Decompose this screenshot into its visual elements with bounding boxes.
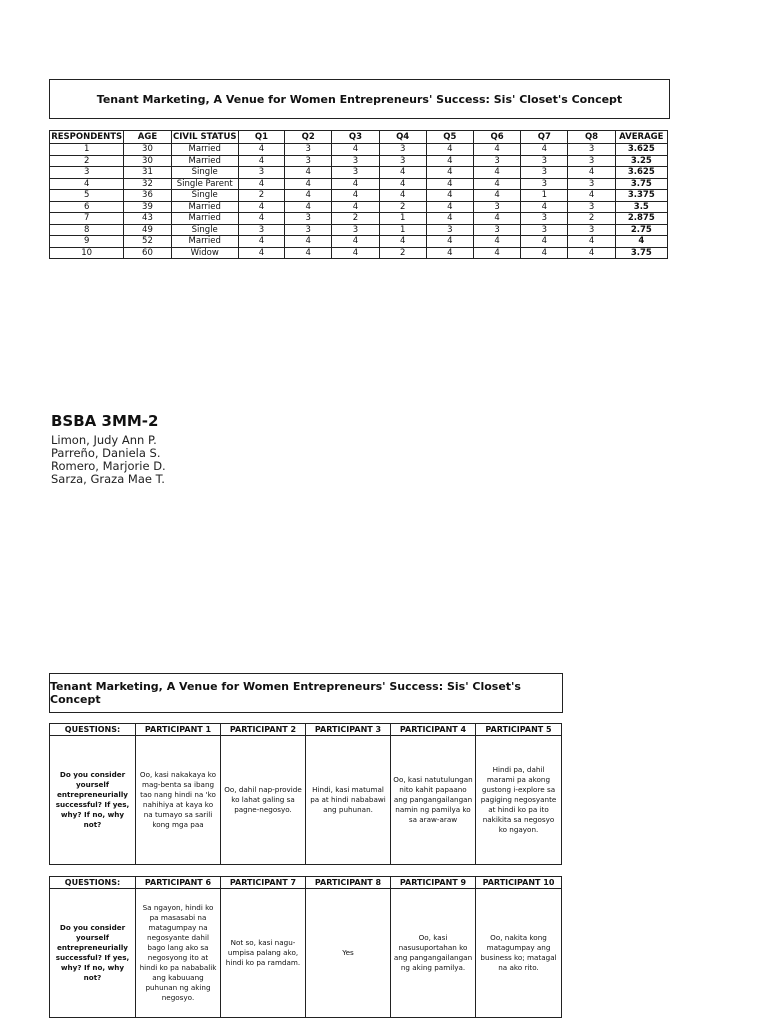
- table-cell: 4: [285, 236, 332, 248]
- table-cell: 4: [473, 144, 520, 156]
- column-header: Q8: [568, 131, 615, 144]
- table-cell: Single Parent: [171, 178, 238, 190]
- answer-cell: Hindi pa, dahil marami pa akong gustong i-explore sa pagiging negosyante at hindi ko pa ito nakikita sa negosyo ko ngayon.: [476, 736, 562, 865]
- table-cell: 4: [473, 247, 520, 259]
- table-cell: 4: [332, 201, 379, 213]
- answer-row: [50, 889, 562, 1018]
- table-cell: 4: [50, 178, 124, 190]
- table-cell: 4: [521, 247, 568, 259]
- table-row: [50, 167, 668, 179]
- table-row: [50, 155, 668, 167]
- member-name: Limon, Judy Ann P.: [51, 433, 157, 447]
- table-cell: 4: [473, 178, 520, 190]
- table-cell: 4: [379, 167, 426, 179]
- table-cell: 4: [285, 201, 332, 213]
- table-cell: 4: [332, 190, 379, 202]
- interview-header-row: [50, 724, 562, 736]
- participant-header: PARTICIPANT 10: [476, 877, 562, 889]
- participant-header: PARTICIPANT 9: [391, 877, 476, 889]
- table-cell: 3: [238, 224, 284, 236]
- table-row: [50, 178, 668, 190]
- table-cell: Widow: [171, 247, 238, 259]
- table-cell: 4: [332, 236, 379, 248]
- table-cell: 4: [379, 190, 426, 202]
- table-cell: 3: [568, 155, 615, 167]
- table-cell: 4: [238, 178, 284, 190]
- table-cell: 4: [238, 236, 284, 248]
- table-cell: 4: [568, 167, 615, 179]
- table-cell: 4: [615, 236, 667, 248]
- table-cell: 8: [50, 224, 124, 236]
- table-cell: 4: [332, 247, 379, 259]
- table-cell: 3.625: [615, 144, 667, 156]
- table-row: [50, 190, 668, 202]
- table-cell: Single: [171, 167, 238, 179]
- table-cell: 2: [50, 155, 124, 167]
- table-row: [50, 247, 668, 259]
- table-cell: 4: [568, 247, 615, 259]
- group-info: [51, 412, 166, 486]
- table-cell: 3.625: [615, 167, 667, 179]
- table-cell: 36: [124, 190, 171, 202]
- table-cell: 30: [124, 144, 171, 156]
- participant-header: PARTICIPANT 1: [136, 724, 221, 736]
- table-cell: 3: [332, 224, 379, 236]
- table-cell: 3: [521, 155, 568, 167]
- table-row: [50, 144, 668, 156]
- table-cell: 4: [426, 155, 473, 167]
- table-cell: 4: [426, 247, 473, 259]
- table-cell: 4: [473, 190, 520, 202]
- table-cell: 7: [50, 213, 124, 225]
- participant-header: PARTICIPANT 3: [306, 724, 391, 736]
- table-cell: 4: [568, 236, 615, 248]
- table-cell: 3: [473, 155, 520, 167]
- table-cell: 6: [50, 201, 124, 213]
- answer-cell: Oo, nakita kong matagumpay ang business ko; matagal na ako rito.: [476, 889, 562, 1018]
- table-cell: 31: [124, 167, 171, 179]
- table-cell: 4: [426, 178, 473, 190]
- table-cell: 3: [521, 167, 568, 179]
- member-name: Sarza, Graza Mae T.: [51, 472, 165, 486]
- table-cell: 3: [521, 224, 568, 236]
- table-cell: 3: [568, 144, 615, 156]
- table-cell: 4: [426, 167, 473, 179]
- table-cell: 4: [426, 190, 473, 202]
- table-cell: 4: [379, 178, 426, 190]
- table-cell: 4: [285, 167, 332, 179]
- table-cell: 3.75: [615, 247, 667, 259]
- table-cell: Married: [171, 201, 238, 213]
- table-cell: 2: [379, 201, 426, 213]
- group-name: BSBA 3MM-2: [51, 412, 159, 430]
- table-cell: 4: [379, 236, 426, 248]
- table-cell: 3: [473, 224, 520, 236]
- table-cell: 3: [568, 201, 615, 213]
- table-row: [50, 213, 668, 225]
- table-cell: 2.75: [615, 224, 667, 236]
- table-cell: 4: [285, 178, 332, 190]
- table-cell: 2: [568, 213, 615, 225]
- table-cell: 32: [124, 178, 171, 190]
- table-cell: 3: [521, 178, 568, 190]
- table-cell: 10: [50, 247, 124, 259]
- question-text: Do you consider yourself entrepreneurially successful? If yes, why? If no, why not?: [50, 889, 136, 1018]
- table-cell: Single: [171, 224, 238, 236]
- table-cell: 4: [238, 247, 284, 259]
- table-cell: 2: [332, 213, 379, 225]
- table-cell: 3: [238, 167, 284, 179]
- table-cell: 4: [473, 167, 520, 179]
- table-cell: Married: [171, 213, 238, 225]
- column-header: Q3: [332, 131, 379, 144]
- table-cell: 43: [124, 213, 171, 225]
- table-cell: 39: [124, 201, 171, 213]
- question-text: Do you consider yourself entrepreneurially successful? If yes, why? If no, why not?: [50, 736, 136, 865]
- column-header: RESPONDENTS: [51, 132, 123, 142]
- table-cell: 1: [521, 190, 568, 202]
- column-header: Q1: [238, 131, 284, 144]
- answer-cell: Not so, kasi nagu-umpisa palang ako, hindi ko pa ramdam.: [221, 889, 306, 1018]
- member-name: Parreño, Daniela S.: [51, 446, 161, 460]
- table-cell: 3: [285, 213, 332, 225]
- table-cell: 3.75: [615, 178, 667, 190]
- table-row: [50, 224, 668, 236]
- survey-title: Tenant Marketing, A Venue for Women Entrepreneurs' Success: Sis' Closet's Concept: [49, 79, 670, 119]
- answer-cell: Sa ngayon, hindi ko pa masasabi na matagumpay na negosyante dahil bago lang ako sa negosyong ito at hindi ko pa nababalik ang kabuuang puhunan ng aking negosyo.: [136, 889, 221, 1018]
- participant-header: PARTICIPANT 4: [391, 724, 476, 736]
- table-cell: 3.25: [615, 155, 667, 167]
- survey-header-row: [50, 131, 668, 144]
- table-cell: 3: [285, 144, 332, 156]
- table-cell: Married: [171, 155, 238, 167]
- table-cell: 4: [473, 213, 520, 225]
- table-cell: 4: [568, 190, 615, 202]
- table-cell: Married: [171, 236, 238, 248]
- table-cell: 4: [285, 190, 332, 202]
- answer-cell: Oo, kasi natutulungan nito kahit papaano ang pangangailangan namin ng pamilya ko sa araw-araw: [391, 736, 476, 865]
- participant-header: PARTICIPANT 7: [221, 877, 306, 889]
- column-header: Q7: [521, 131, 568, 144]
- table-cell: 3: [332, 155, 379, 167]
- survey-table: [49, 130, 668, 259]
- survey-header-row: [50, 131, 668, 144]
- table-cell: 4: [521, 236, 568, 248]
- interview-title: Tenant Marketing, A Venue for Women Entrepreneurs' Success: Sis' Closet's Concept: [49, 673, 563, 713]
- questions-header: QUESTIONS:: [50, 877, 136, 889]
- table-cell: 1: [50, 144, 124, 156]
- answer-cell: Yes: [306, 889, 391, 1018]
- interview-table-1: [49, 723, 562, 865]
- table-cell: 4: [238, 155, 284, 167]
- table-cell: 60: [124, 247, 171, 259]
- participant-header: PARTICIPANT 5: [476, 724, 562, 736]
- interview-table-2: [49, 876, 562, 1018]
- table-cell: 1: [379, 213, 426, 225]
- table-cell: 3: [568, 224, 615, 236]
- column-header: CIVIL STATUS: [172, 132, 237, 142]
- table-cell: 30: [124, 155, 171, 167]
- survey-body: [50, 144, 668, 259]
- column-header: Q6: [473, 131, 520, 144]
- table-cell: 3: [568, 178, 615, 190]
- answer-cell: Oo, kasi nakakaya ko mag-benta sa ibang tao nang hindi na 'ko nahihiya at kaya ko na tumayo sa sarili kong mga paa: [136, 736, 221, 865]
- table-cell: 2: [238, 190, 284, 202]
- table-cell: 4: [473, 236, 520, 248]
- participant-header: PARTICIPANT 8: [306, 877, 391, 889]
- table-cell: 4: [426, 236, 473, 248]
- table-cell: 3: [285, 224, 332, 236]
- table-cell: 5: [50, 190, 124, 202]
- table-cell: 3.5: [615, 201, 667, 213]
- table-cell: 4: [426, 144, 473, 156]
- table-cell: 3.375: [615, 190, 667, 202]
- questions-header: QUESTIONS:: [50, 724, 136, 736]
- table-cell: 3: [50, 167, 124, 179]
- table-cell: 4: [332, 144, 379, 156]
- column-header: Q4: [379, 131, 426, 144]
- table-cell: Single: [171, 190, 238, 202]
- interview-header-row: [50, 877, 562, 889]
- table-cell: 4: [238, 213, 284, 225]
- table-cell: 2.875: [615, 213, 667, 225]
- table-cell: 49: [124, 224, 171, 236]
- table-cell: 4: [426, 201, 473, 213]
- table-cell: 4: [285, 247, 332, 259]
- table-cell: 4: [238, 201, 284, 213]
- answer-cell: Oo, kasi nasusuportahan ko ang pangangailangan ng aking pamilya.: [391, 889, 476, 1018]
- table-cell: 3: [521, 213, 568, 225]
- table-cell: 9: [50, 236, 124, 248]
- column-header: AVERAGE: [615, 131, 667, 144]
- table-cell: 4: [521, 201, 568, 213]
- table-cell: 1: [379, 224, 426, 236]
- table-cell: 4: [238, 144, 284, 156]
- table-cell: 4: [521, 144, 568, 156]
- member-name: Romero, Marjorie D.: [51, 459, 166, 473]
- table-cell: 3: [285, 155, 332, 167]
- table-cell: 3: [473, 201, 520, 213]
- participant-header: PARTICIPANT 2: [221, 724, 306, 736]
- table-cell: 2: [379, 247, 426, 259]
- participant-header: PARTICIPANT 6: [136, 877, 221, 889]
- table-cell: 3: [332, 167, 379, 179]
- table-cell: 3: [379, 155, 426, 167]
- column-header: Q5: [426, 131, 473, 144]
- table-row: [50, 201, 668, 213]
- table-cell: 52: [124, 236, 171, 248]
- answer-row: [50, 736, 562, 865]
- table-cell: 4: [426, 213, 473, 225]
- table-cell: 4: [332, 178, 379, 190]
- table-cell: 3: [426, 224, 473, 236]
- column-header: Q2: [285, 131, 332, 144]
- answer-cell: Hindi, kasi matumal pa at hindi nababawi ang puhunan.: [306, 736, 391, 865]
- answer-cell: Oo, dahil nap-provide ko lahat galing sa pagne-negosyo.: [221, 736, 306, 865]
- table-row: [50, 236, 668, 248]
- column-header: AGE: [124, 131, 171, 144]
- table-cell: 3: [379, 144, 426, 156]
- table-cell: Married: [171, 144, 238, 156]
